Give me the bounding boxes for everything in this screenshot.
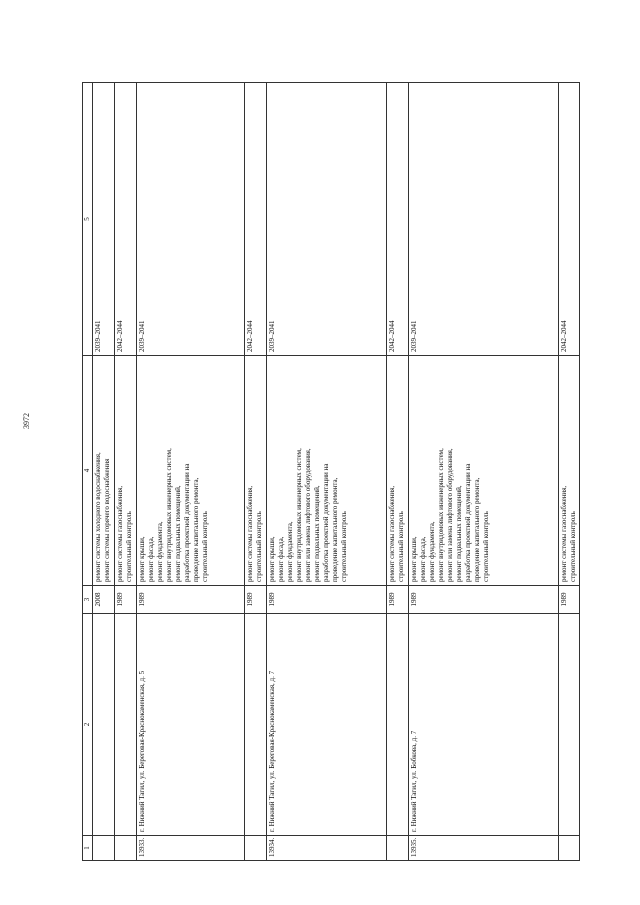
work-item: ремонт внутридомовых инженерных систем, — [165, 448, 173, 582]
table-row — [93, 83, 115, 861]
work-item: строительный контроль — [340, 511, 348, 582]
work-item: ремонт крыши, — [268, 536, 276, 582]
works-cell — [115, 356, 137, 586]
work-item: проведение капитального ремонта, — [473, 477, 481, 582]
work-item: строительный контроль — [482, 511, 490, 582]
work-item: ремонт системы газоснабжения, — [388, 485, 396, 582]
row-number-cell: 13933. — [137, 836, 245, 861]
work-item: проведение капитального ремонта, — [331, 477, 339, 582]
header-cell: 1 — [83, 836, 93, 861]
year-cell: 1989 — [267, 586, 387, 614]
row-number-cell — [559, 836, 580, 861]
work-item: ремонт системы газоснабжения, — [246, 485, 254, 582]
work-item: ремонт крыши, — [410, 536, 418, 582]
table-row — [409, 83, 559, 861]
period-cell: 2042–2044 — [387, 83, 409, 356]
year-cell: 1989 — [137, 586, 245, 614]
work-item: ремонт подвальных помещений, — [313, 485, 321, 582]
period-cell: 2039–2041 — [93, 83, 115, 356]
work-item: проведение капитального ремонта, — [192, 477, 200, 582]
capital-repair-table — [82, 82, 580, 861]
works-cell — [93, 356, 115, 586]
work-item: ремонт подвальных помещений, — [174, 485, 182, 582]
address-cell — [387, 614, 409, 836]
row-number-cell — [93, 836, 115, 861]
work-item: ремонт фасада, — [419, 536, 427, 582]
work-item: ремонт или замена лифтового оборудования, — [446, 448, 454, 582]
work-item: ремонт фундамента, — [156, 521, 164, 582]
address-cell — [115, 614, 137, 836]
works-cell — [245, 356, 267, 586]
works-cell — [267, 356, 387, 586]
work-item: ремонт системы газоснабжения, — [560, 485, 568, 582]
work-item: ремонт системы газоснабжения, — [116, 485, 124, 582]
header-cell: 3 — [83, 586, 93, 614]
year-cell: 2008 — [93, 586, 115, 614]
work-item: строительный контроль — [397, 511, 405, 582]
header-cell: 2 — [83, 614, 93, 836]
year-cell: 1989 — [409, 586, 559, 614]
row-number-cell — [115, 836, 137, 861]
table-row — [267, 83, 387, 861]
table-row — [245, 83, 267, 861]
row-number-cell — [387, 836, 409, 861]
work-item: строительный контроль — [255, 511, 263, 582]
works-cell — [137, 356, 245, 586]
row-number-cell — [245, 836, 267, 861]
document-page — [82, 83, 577, 861]
year-cell: 1989 — [559, 586, 580, 614]
row-number-cell: 13935. — [409, 836, 559, 861]
period-cell: 2042–2044 — [245, 83, 267, 356]
header-cell: 5 — [83, 83, 93, 356]
work-item: ремонт фасада, — [147, 536, 155, 582]
work-item: строительный контроль — [125, 511, 133, 582]
work-item: ремонт крыши, — [138, 536, 146, 582]
works-cell — [409, 356, 559, 586]
year-cell: 1989 — [387, 586, 409, 614]
works-cell — [387, 356, 409, 586]
period-cell: 2039–2041 — [137, 83, 245, 356]
rotated-table-wrapper — [82, 83, 577, 861]
period-cell: 2039–2041 — [267, 83, 387, 356]
header-cell: 4 — [83, 356, 93, 586]
address-cell — [559, 614, 580, 836]
work-item: ремонт подвальных помещений, — [455, 485, 463, 582]
page-number: 3972 — [22, 413, 31, 429]
address-cell: г. Нижний Тагил, ул. Береговая-Краснокаменская, д. 5 — [137, 614, 245, 836]
work-item: ремонт фундамента, — [428, 521, 436, 582]
work-item: ремонт или замена лифтового оборудования, — [304, 448, 312, 582]
work-item: ремонт внутридомовых инженерных систем, — [295, 448, 303, 582]
period-cell: 2042–2044 — [559, 83, 580, 356]
year-cell: 1989 — [115, 586, 137, 614]
works-cell — [559, 356, 580, 586]
work-item: ремонт фасада, — [277, 536, 285, 582]
table-row — [387, 83, 409, 861]
year-cell: 1989 — [245, 586, 267, 614]
work-item: разработка проектной документации на — [322, 463, 330, 582]
period-cell: 2042–2044 — [115, 83, 137, 356]
work-item: ремонт системы горячего водоснабжения — [103, 458, 111, 582]
work-item: строительный контроль — [569, 511, 577, 582]
period-cell: 2039–2041 — [409, 83, 559, 356]
address-cell: г. Нижний Тагил, ул. Бобкова, д. 7 — [409, 614, 559, 836]
work-item: разработка проектной документации на — [464, 463, 472, 582]
work-item: строительный контроль — [201, 511, 209, 582]
address-cell: г. Нижний Тагил, ул. Береговая-Краснокаменская, д. 7 — [267, 614, 387, 836]
row-number-cell: 13934. — [267, 836, 387, 861]
table-row — [137, 83, 245, 861]
work-item: разработка проектной документации на — [183, 463, 191, 582]
work-item: ремонт фундамента, — [286, 521, 294, 582]
address-cell — [245, 614, 267, 836]
table-row — [115, 83, 137, 861]
work-item: ремонт системы холодного водоснабжения, — [94, 452, 102, 582]
table-row — [559, 83, 580, 861]
address-cell — [93, 614, 115, 836]
work-item: ремонт внутридомовых инженерных систем, — [437, 448, 445, 582]
table-header-row — [83, 83, 93, 861]
